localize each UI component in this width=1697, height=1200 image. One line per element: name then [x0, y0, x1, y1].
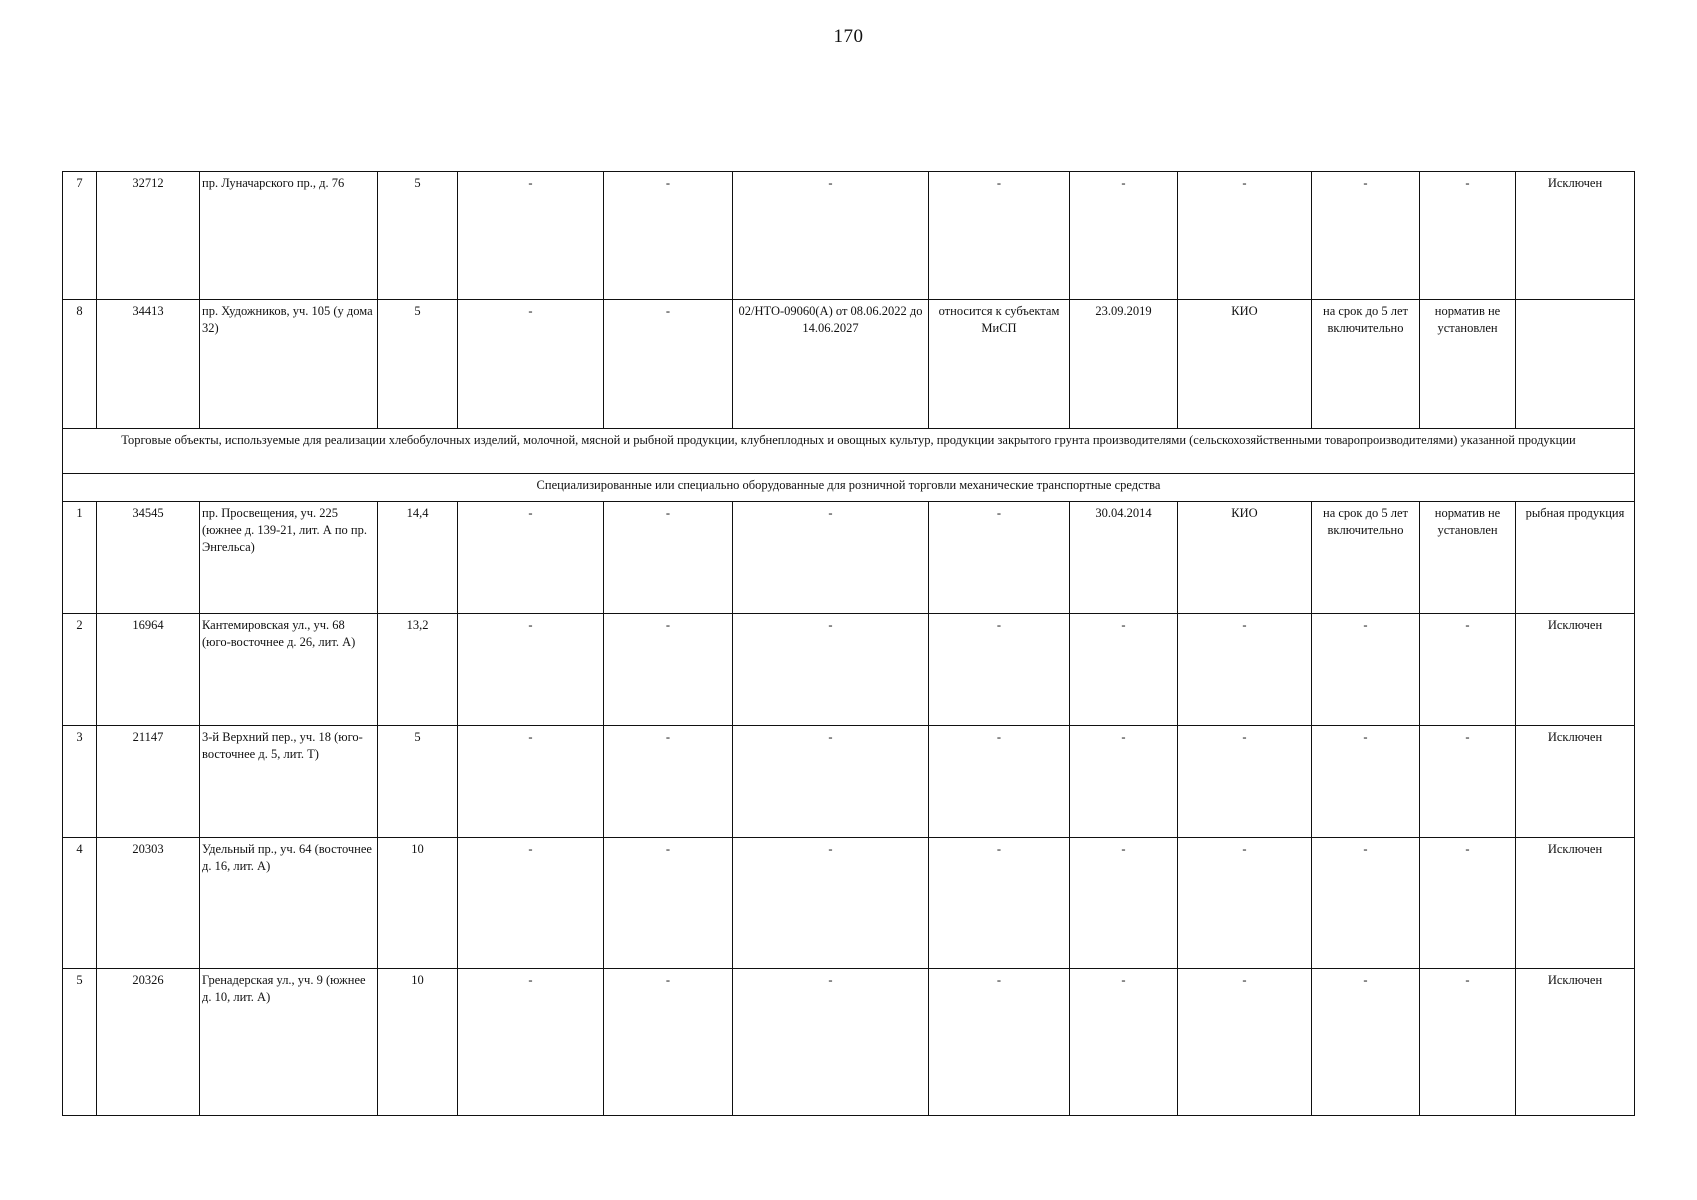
- cell-address: Удельный пр., уч. 64 (восточнее д. 16, лит. А): [200, 838, 378, 969]
- cell-col6: -: [604, 300, 733, 429]
- page-number: 170: [833, 26, 864, 47]
- table-row: [63, 726, 1635, 838]
- subsection-title: Специализированные или специально оборудованные для розничной торговли механические транспортные средства: [63, 474, 1635, 502]
- cell-norm: -: [1420, 969, 1516, 1116]
- cell-area: 5: [378, 300, 458, 429]
- cell-status: -: [929, 502, 1070, 614]
- cell-area: 5: [378, 726, 458, 838]
- table-row: [63, 614, 1635, 726]
- cell-term: -: [1312, 838, 1420, 969]
- cell-col5: -: [458, 614, 604, 726]
- cell-norm: норматив не установлен: [1420, 502, 1516, 614]
- cell-note: Исключен: [1516, 172, 1635, 300]
- cell-id: 32712: [97, 172, 200, 300]
- cell-term: на срок до 5 лет включительно: [1312, 300, 1420, 429]
- cell-norm: -: [1420, 838, 1516, 969]
- cell-date: -: [1070, 838, 1178, 969]
- cell-note: Исключен: [1516, 969, 1635, 1116]
- cell-number: 3: [63, 726, 97, 838]
- cell-date: -: [1070, 172, 1178, 300]
- cell-id: 20303: [97, 838, 200, 969]
- cell-contract: 02/НТО-09060(А) от 08.06.2022 до 14.06.2027: [733, 300, 929, 429]
- cell-id: 20326: [97, 969, 200, 1116]
- cell-term: -: [1312, 172, 1420, 300]
- cell-address: 3-й Верхний пер., уч. 18 (юго-восточнее д. 5, лит. Т): [200, 726, 378, 838]
- cell-status: -: [929, 726, 1070, 838]
- cell-col6: -: [604, 614, 733, 726]
- cell-term: -: [1312, 614, 1420, 726]
- section-title: Торговые объекты, используемые для реализации хлебобулочных изделий, молочной, мясной и рыбной продукции, клубнеплодных и овощных культур, продукции закрытого грунта производителями (сельскохозяйственными товаропроизводителями) указанной продукции: [63, 429, 1635, 474]
- cell-col5: -: [458, 300, 604, 429]
- cell-norm: -: [1420, 726, 1516, 838]
- cell-address: пр. Просвещения, уч. 225 (южнее д. 139-21, лит. А по пр. Энгельса): [200, 502, 378, 614]
- cell-address: Гренадерская ул., уч. 9 (южнее д. 10, лит. А): [200, 969, 378, 1116]
- table-row: [63, 172, 1635, 300]
- cell-status: -: [929, 838, 1070, 969]
- cell-status: относится к субъектам МиСП: [929, 300, 1070, 429]
- cell-col6: -: [604, 969, 733, 1116]
- cell-number: 8: [63, 300, 97, 429]
- cell-status: -: [929, 614, 1070, 726]
- cell-id: 16964: [97, 614, 200, 726]
- cell-org: -: [1178, 614, 1312, 726]
- cell-org: -: [1178, 172, 1312, 300]
- table-row: [63, 969, 1635, 1116]
- cell-org: -: [1178, 969, 1312, 1116]
- cell-contract: -: [733, 838, 929, 969]
- table-row: [63, 838, 1635, 969]
- cell-date: -: [1070, 969, 1178, 1116]
- table-row: [63, 502, 1635, 614]
- cell-term: на срок до 5 лет включительно: [1312, 502, 1420, 614]
- cell-contract: -: [733, 726, 929, 838]
- cell-number: 4: [63, 838, 97, 969]
- cell-contract: -: [733, 614, 929, 726]
- cell-col5: -: [458, 726, 604, 838]
- cell-date: -: [1070, 726, 1178, 838]
- cell-address: пр. Луначарского пр., д. 76: [200, 172, 378, 300]
- cell-area: 14,4: [378, 502, 458, 614]
- cell-contract: -: [733, 502, 929, 614]
- cell-col6: -: [604, 502, 733, 614]
- cell-note: Исключен: [1516, 614, 1635, 726]
- cell-org: КИО: [1178, 502, 1312, 614]
- cell-org: -: [1178, 838, 1312, 969]
- cell-area: 10: [378, 969, 458, 1116]
- cell-number: 1: [63, 502, 97, 614]
- cell-number: 7: [63, 172, 97, 300]
- cell-org: -: [1178, 726, 1312, 838]
- cell-area: 13,2: [378, 614, 458, 726]
- registry-table: [62, 171, 1635, 1116]
- cell-date: 23.09.2019: [1070, 300, 1178, 429]
- cell-col6: -: [604, 838, 733, 969]
- cell-term: -: [1312, 969, 1420, 1116]
- cell-id: 34413: [97, 300, 200, 429]
- cell-date: -: [1070, 614, 1178, 726]
- cell-org: КИО: [1178, 300, 1312, 429]
- cell-address: Кантемировская ул., уч. 68 (юго-восточнее д. 26, лит. А): [200, 614, 378, 726]
- cell-norm: -: [1420, 172, 1516, 300]
- cell-note: Исключен: [1516, 838, 1635, 969]
- cell-col5: -: [458, 502, 604, 614]
- cell-address: пр. Художников, уч. 105 (у дома 32): [200, 300, 378, 429]
- cell-status: -: [929, 172, 1070, 300]
- table-row: [63, 300, 1635, 429]
- cell-contract: -: [733, 172, 929, 300]
- cell-note: рыбная продукция: [1516, 502, 1635, 614]
- cell-col6: -: [604, 172, 733, 300]
- cell-col5: -: [458, 838, 604, 969]
- cell-col5: -: [458, 969, 604, 1116]
- cell-col5: -: [458, 172, 604, 300]
- cell-status: -: [929, 969, 1070, 1116]
- cell-id: 21147: [97, 726, 200, 838]
- cell-note: Исключен: [1516, 726, 1635, 838]
- section-header-row: [63, 429, 1635, 474]
- cell-id: 34545: [97, 502, 200, 614]
- cell-contract: -: [733, 969, 929, 1116]
- cell-col6: -: [604, 726, 733, 838]
- cell-area: 10: [378, 838, 458, 969]
- subsection-header-row: [63, 474, 1635, 502]
- cell-norm: норматив не установлен: [1420, 300, 1516, 429]
- cell-number: 2: [63, 614, 97, 726]
- cell-number: 5: [63, 969, 97, 1116]
- cell-norm: -: [1420, 614, 1516, 726]
- cell-date: 30.04.2014: [1070, 502, 1178, 614]
- cell-term: -: [1312, 726, 1420, 838]
- cell-area: 5: [378, 172, 458, 300]
- cell-note: [1516, 300, 1635, 429]
